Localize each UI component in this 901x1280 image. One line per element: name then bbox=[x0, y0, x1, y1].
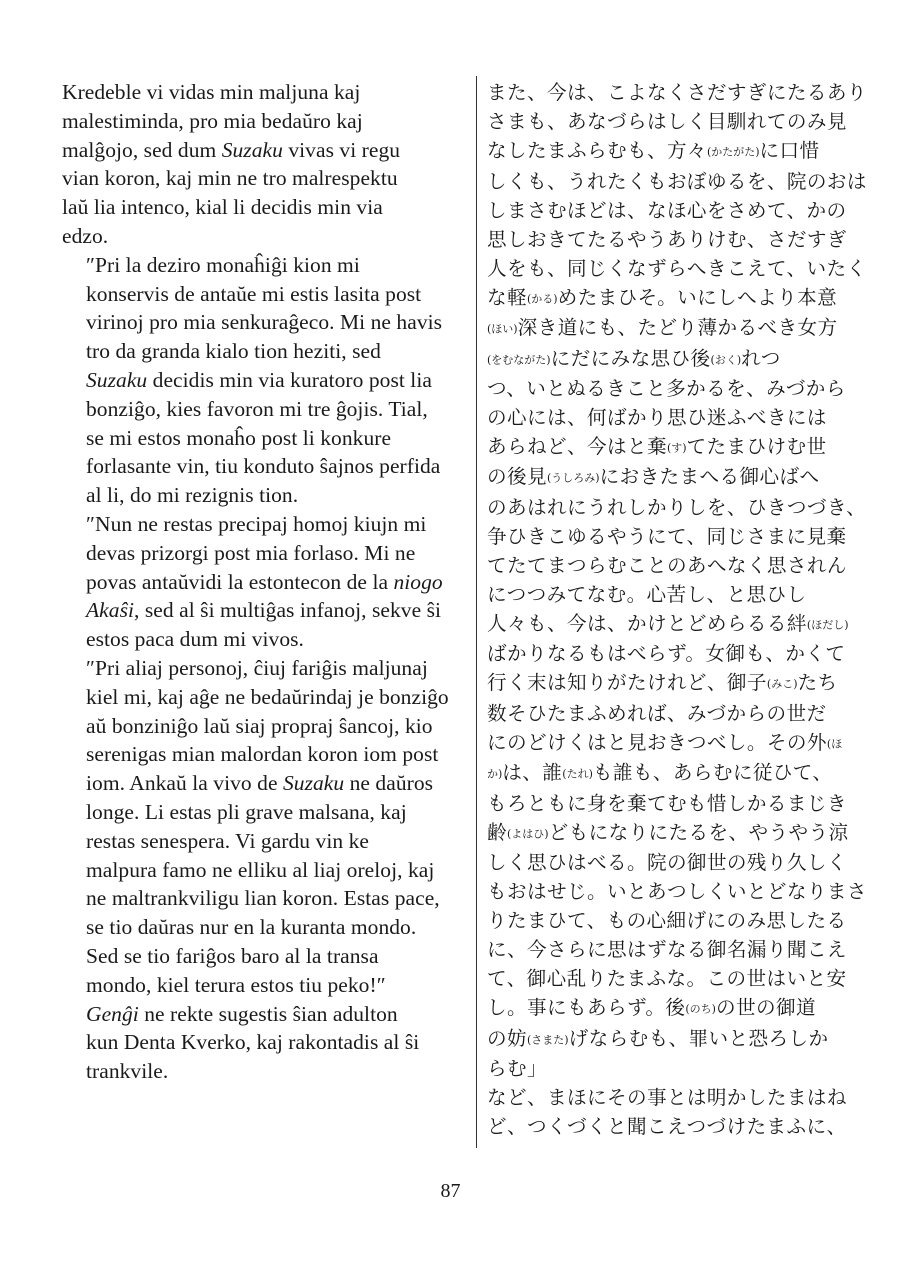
text-line bbox=[487, 668, 852, 698]
text-run: に口惜 bbox=[759, 139, 820, 163]
italic-name: Suzaku bbox=[86, 367, 148, 392]
text-line: 思しおきてたるやうありけむ、さだすぎ bbox=[487, 227, 847, 251]
text-line: longe. Li estas pli grave malsana, kaj bbox=[86, 799, 407, 824]
page-number: 87 bbox=[440, 1180, 461, 1202]
text-run: たち bbox=[797, 671, 838, 695]
text-line: malestiminda, pro mia bedaŭro kaj bbox=[62, 108, 363, 133]
text-line bbox=[62, 769, 462, 798]
text-line bbox=[62, 136, 462, 165]
text-line: 数そひたまふめれば、みづからの世だ bbox=[487, 701, 827, 725]
text-line: tro da granda kialo tion heziti, sed bbox=[86, 339, 381, 364]
italic-name: Suzaku bbox=[282, 771, 345, 796]
text-run: どもになりにたるを、やうやう涼 bbox=[548, 820, 849, 844]
text-line: se mi estos monaĥo post li konkure bbox=[86, 425, 392, 450]
text-line: らむ」 bbox=[487, 1057, 547, 1081]
text-line bbox=[487, 1024, 852, 1054]
text-line: 人をも、同じくなずらへきこえて、いたく bbox=[487, 256, 867, 280]
ruby-reading: (のち) bbox=[685, 1002, 716, 1016]
text-run: の世の御道 bbox=[715, 996, 816, 1020]
text-run: にだにみな思ひ後 bbox=[550, 346, 711, 370]
paragraph-2 bbox=[62, 251, 462, 510]
text-line: forlasante vin, tiu konduto ŝajnos perfida bbox=[86, 454, 441, 479]
text-line: もろともに身を棄てむも惜しかるまじき bbox=[487, 791, 847, 815]
paragraph-1 bbox=[62, 78, 462, 251]
text-line: trankvile. bbox=[86, 1059, 169, 1084]
text-line: Sed se tio fariĝos baro al la transa bbox=[86, 943, 379, 968]
text-run: の妨 bbox=[487, 1026, 527, 1050]
text-line: りたまひて、もの心細げにのみ思したる bbox=[487, 909, 847, 933]
text-line: malpura famo ne elliku al liaj oreloj, kaj bbox=[86, 857, 435, 882]
text-run: 深き道にも、たどり薄かるべき女方 bbox=[517, 316, 838, 340]
text-line: ″Pri la deziro monaĥiĝi kion mi bbox=[86, 252, 360, 277]
text-line: しまさむほどは、なほ心をさめて、かの bbox=[487, 198, 847, 222]
ruby-reading: (たれ) bbox=[562, 767, 593, 781]
text-line: serenigas mian malordan koron iom post bbox=[86, 742, 439, 767]
text-line: しく思ひはべる。院の御世の残り久しく bbox=[487, 851, 847, 875]
paragraph-3 bbox=[62, 510, 462, 654]
text-line: vian koron, kaj min ne tro malrespektu bbox=[62, 166, 398, 191]
text-run: なしたまふらむも、方々 bbox=[487, 139, 707, 163]
italic-name: Genĝi bbox=[86, 1001, 139, 1026]
italic-name: Suzaku bbox=[221, 137, 283, 162]
ruby-reading: (す) bbox=[666, 441, 687, 455]
text-line bbox=[487, 432, 852, 462]
italic-name: Akaŝi bbox=[86, 598, 135, 623]
italic-name: niogo bbox=[393, 569, 443, 594]
text-line: しくも、うれたくもおぼゆるを、院のおは bbox=[487, 169, 867, 193]
text-line bbox=[487, 136, 852, 166]
text-run: ne rekte sugestis ŝian adulton bbox=[138, 1001, 398, 1026]
text-line: konservis de antaŭe mi estis lasita post bbox=[86, 281, 422, 306]
text-line: edzo. bbox=[62, 223, 109, 248]
text-line: bonziĝo, kies favoron mi tre ĝojis. Tial, bbox=[86, 396, 428, 421]
ruby-reading: (ほ bbox=[826, 737, 843, 751]
paragraph-4 bbox=[62, 654, 462, 1000]
text-line bbox=[62, 568, 462, 597]
text-line: また、今は、こよなくさだすぎにたるあり bbox=[487, 81, 867, 104]
text-run: も誰も、あらむに従ひて、 bbox=[592, 761, 833, 785]
text-line: 争ひきこゆるやうにて、同じさまに見棄 bbox=[487, 524, 847, 548]
text-line: kun Denta Kverko, kaj rakontadis al ŝi bbox=[86, 1030, 420, 1055]
text-line: に、今さらに思はずなる御名漏り聞こえ bbox=[487, 938, 847, 962]
text-line: devas prizorgi post mia forlaso. Mi ne bbox=[86, 540, 416, 565]
text-line bbox=[487, 313, 852, 343]
text-run: な軽 bbox=[487, 285, 527, 309]
text-line: ばかりなるもはべらず。女御も、かくて bbox=[487, 642, 846, 666]
text-line bbox=[62, 596, 462, 625]
text-line: restas senespera. Vi gardu vin ke bbox=[86, 828, 369, 853]
text-line: つ、いとぬるきこと多かるを、みづから bbox=[487, 376, 846, 400]
text-line bbox=[62, 366, 462, 395]
text-line bbox=[487, 609, 852, 639]
text-line: の心には、何ばかり思ひ迷ふべきには bbox=[487, 405, 827, 429]
text-line: kiel mi, kaj aĝe ne bedaŭrindaj je bonziĝo bbox=[86, 684, 449, 709]
text-line: もおはせじ。いとあつしくいとどなりまさ bbox=[487, 880, 867, 904]
text-line: てたてまつらむことのあへなく思されん bbox=[487, 553, 847, 577]
text-run: iom. Ankaŭ la vivo de bbox=[86, 771, 283, 796]
text-run: 行く末は知りがたけれど、御子 bbox=[487, 671, 767, 695]
text-line: ど、つくづくと聞こえつづけたまふに、 bbox=[487, 1115, 847, 1139]
text-line: estos paca dum mi vivos. bbox=[86, 627, 304, 652]
esperanto-column bbox=[62, 78, 462, 1086]
text-line bbox=[487, 283, 852, 313]
text-run: めたまひそ。いにしへより本意 bbox=[557, 285, 838, 309]
column-divider bbox=[476, 76, 477, 1148]
text-line: Kredeble vi vidas min maljuna kaj bbox=[62, 80, 361, 104]
text-line: ne maltrankviligu lian koron. Estas pace, bbox=[86, 886, 440, 911]
ruby-reading: (みこ) bbox=[766, 677, 798, 691]
text-run: にのどけくはと見おきつべし。その外 bbox=[487, 730, 827, 754]
ruby-reading: (をむながた) bbox=[487, 352, 551, 366]
text-line: のあはれにうれしかりしを、ひきつづき、 bbox=[487, 495, 867, 519]
text-line: て、御心乱りたまふな。この世はいと安 bbox=[487, 967, 847, 991]
text-run: 齢 bbox=[487, 820, 507, 844]
text-line: ″Nun ne restas precipaj homoj kiujn mi bbox=[86, 511, 427, 536]
text-line: se tio daŭras nur en la kuranta mondo. bbox=[86, 915, 417, 940]
ruby-reading: (うしろみ) bbox=[546, 471, 600, 485]
text-line: laŭ lia intenco, kial li decidis min via bbox=[62, 195, 383, 220]
text-line bbox=[487, 728, 852, 758]
text-run: れつ bbox=[741, 346, 781, 370]
ruby-reading: (さまた) bbox=[527, 1033, 569, 1047]
text-run: は、誰 bbox=[502, 761, 563, 785]
text-run: vivas vi regu bbox=[282, 137, 401, 162]
text-run: ne daŭros bbox=[344, 771, 434, 796]
text-run: decidis min via kuratoro post lia bbox=[147, 367, 432, 392]
text-run: し。事にもあらず。後 bbox=[487, 996, 686, 1020]
ruby-reading: (おく) bbox=[710, 352, 742, 366]
text-run: 人々も、今は、かけとどめらるる絆 bbox=[487, 612, 807, 635]
text-run: の後見 bbox=[487, 465, 547, 489]
ruby-reading: (かる) bbox=[527, 292, 558, 306]
ruby-reading: (かたがた) bbox=[706, 145, 760, 159]
japanese-column bbox=[487, 78, 867, 1141]
text-line bbox=[487, 462, 852, 492]
text-run: povas antaŭvidi la estontecon de la bbox=[86, 569, 394, 594]
text-line bbox=[487, 344, 852, 374]
text-run: あらねど、今はと棄 bbox=[487, 435, 667, 458]
text-run: , sed al ŝi multiĝas infanoj, sekve ŝi bbox=[134, 598, 442, 623]
text-run: てたまひけむ世 bbox=[686, 435, 827, 458]
text-line: al li, do mi rezignis tion. bbox=[86, 483, 299, 508]
text-run: げならむも、罪いと恐ろしか bbox=[568, 1026, 829, 1050]
text-line bbox=[487, 818, 852, 848]
ruby-reading: (ほだし) bbox=[806, 618, 849, 632]
ruby-reading: (よはひ) bbox=[507, 827, 549, 841]
text-line: につつみてなむ。心苦し、と思ひし bbox=[487, 582, 807, 606]
text-run: におきたまへる御心ばへ bbox=[599, 465, 820, 489]
ruby-reading: か) bbox=[487, 767, 503, 781]
paragraph-5 bbox=[62, 1000, 462, 1086]
text-line bbox=[62, 1000, 462, 1029]
text-line: mondo, kiel terura estos tiu peko!″ bbox=[86, 972, 386, 997]
text-line bbox=[487, 758, 852, 788]
text-line: さまも、あなづらはしく目馴れてのみ見 bbox=[487, 110, 847, 134]
text-line: virinoj pro mia senkuraĝeco. Mi ne havis bbox=[86, 310, 443, 335]
text-line bbox=[487, 993, 852, 1023]
text-run: malĝojo, sed dum bbox=[62, 137, 222, 162]
ruby-reading: (ほい) bbox=[487, 322, 518, 336]
text-line: ″Pri aliaj personoj, ĉiuj fariĝis maljunaj bbox=[86, 655, 428, 680]
text-line: など、まほにその事とは明かしたまはね bbox=[487, 1086, 847, 1110]
text-line: aŭ bonziniĝo laŭ siaj propraj ŝancoj, kio bbox=[86, 713, 433, 738]
